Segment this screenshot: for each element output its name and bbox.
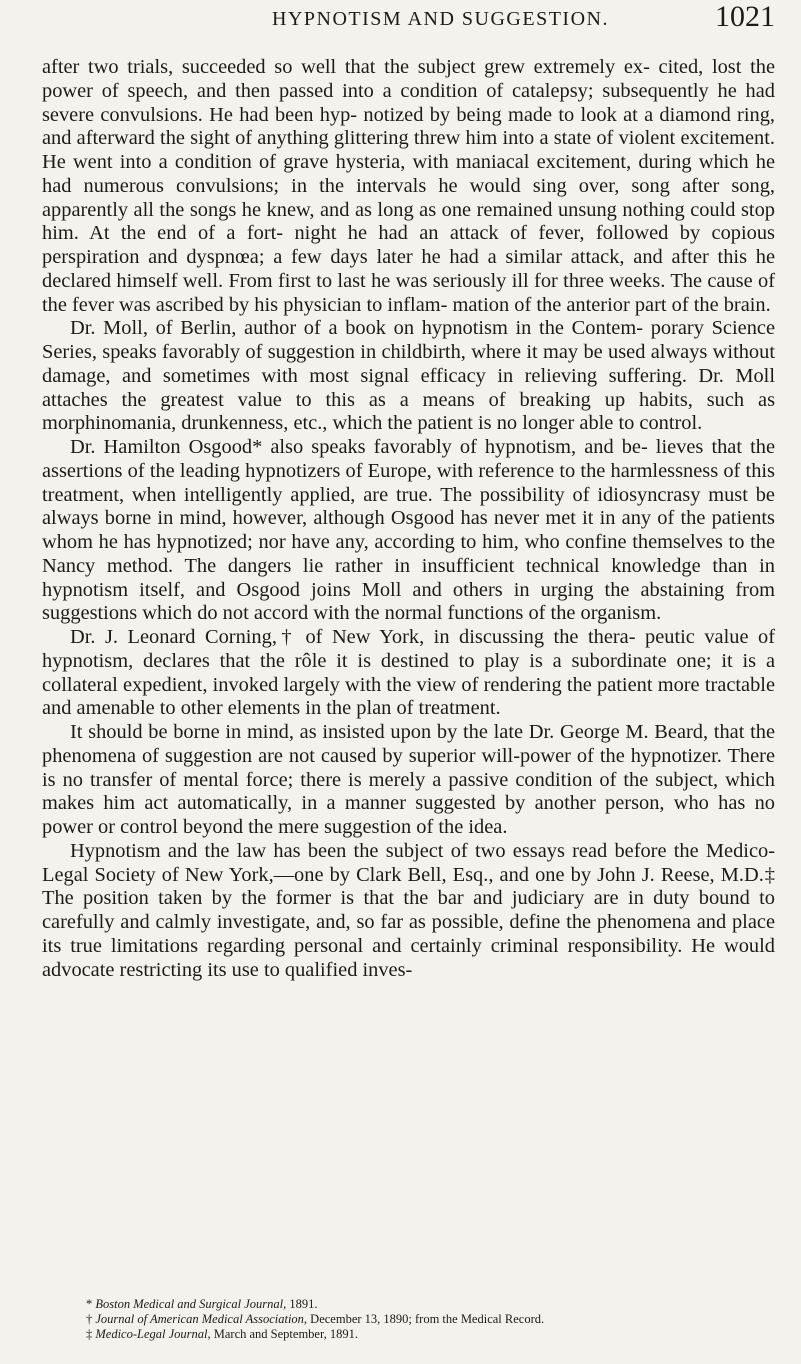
footnote-source: Boston Medical and Surgical Journal, [95,1297,287,1311]
page-number: 1021 [715,0,775,33]
paragraph: Hypnotism and the law has been the subject of two essays read before the Medico-Legal Society of New York,—one by Clark Bell, Esq., and one by John J. Reese, M.D.‡ The position taken by the former is that the bar and judiciary are in duty bound to carefully and calmly investigate, and, so far as possible, define the phenomena and place its true limitations regarding personal and certainly criminal responsibility. He would advocate restricting its use to qualified inves- [42,839,775,981]
paragraph: Dr. J. Leonard Corning,† of New York, in discussing the thera- peutic value of hypnotism, declares that the rôle it is destined to play is a subordinate one; it is a collateral expedient, invoked largely with the view of rendering the patient more tractable and amenable to other elements in the plan of treatment. [42,626,775,720]
running-title: HYPNOTISM AND SUGGESTION. [272,8,609,30]
body-text [42,56,775,982]
footnote-mark: * [86,1297,93,1311]
footnotes [42,1297,775,1342]
paragraph: It should be borne in mind, as insisted upon by the late Dr. George M. Beard, that the phenomena of suggestion are not caused by superior will-power of the hypnotizer. There is no transfer of mental force; there is merely a passive condition of the subject, which makes him act automatically, in a manner suggested by another person, who has no power or control beyond the mere suggestion of the idea. [42,721,775,838]
footnote-mark: † [86,1312,93,1326]
footnote-source: Journal of American Medical Association, [95,1312,308,1326]
footnote-text: 1891. [286,1297,318,1311]
page-header [42,0,775,56]
paragraph: after two trials, succeeded so well that the subject grew extremely ex- cited, lost the power of speech, and then passed into a condition of catalepsy; subsequently he had severe convulsions. He had been hyp- notized by being made to look at a diamond ring, and afterward the sight of anything glittering threw him into a state of violent excitement. He went into a condition of grave hysteria, with maniacal excitement, during which he had numerous convulsions; in the intervals he would sing over, song after song, apparently all the songs he knew, and as long as one remained unsung nothing could stop him. At the end of a fort- night he had an attack of fever, followed by copious perspiration and dyspnœa; a few days later he had a similar attack, and after this he declared himself well. From first to last he was seriously ill for three weeks. The cause of the fever was ascribed by his physician to inflam- mation of the anterior part of the brain. [42,56,775,316]
footnote-source: Medico-Legal Journal, [95,1327,211,1341]
footnote-text: March and September, 1891. [210,1327,359,1341]
footnote [42,1297,775,1312]
footnote-mark: ‡ [86,1327,93,1341]
paragraph: Dr. Moll, of Berlin, author of a book on hypnotism in the Contem- porary Science Series, speaks favorably of suggestion in childbirth, where it may be used always without damage, and sometimes with most signal efficacy in relieving suffering. Dr. Moll attaches the greatest value to this as a means of breaking up habits, such as morphinomania, drunkenness, etc., which the patient is no longer able to control. [42,317,775,435]
footnote [42,1312,775,1327]
footnote [42,1327,775,1342]
paragraph: Dr. Hamilton Osgood* also speaks favorably of hypnotism, and be- lieves that the assertions of the leading hypnotizers of Europe, with reference to the harmlessness of this treatment, when intelligently applied, are true. The possibility of idiosyncrasy must be always borne in mind, however, although Osgood has never met it in any of the patients whom he has hypnotized; nor have any, according to him, who confine themselves to the Nancy method. The dangers lie rather in insufficient technical knowledge than in hypnotism itself, and Osgood joins Moll and others in urging the abstaining from suggestions which do not accord with the normal functions of the organism. [42,436,775,625]
footnote-text: December 13, 1890; from the Medical Record. [307,1312,545,1326]
